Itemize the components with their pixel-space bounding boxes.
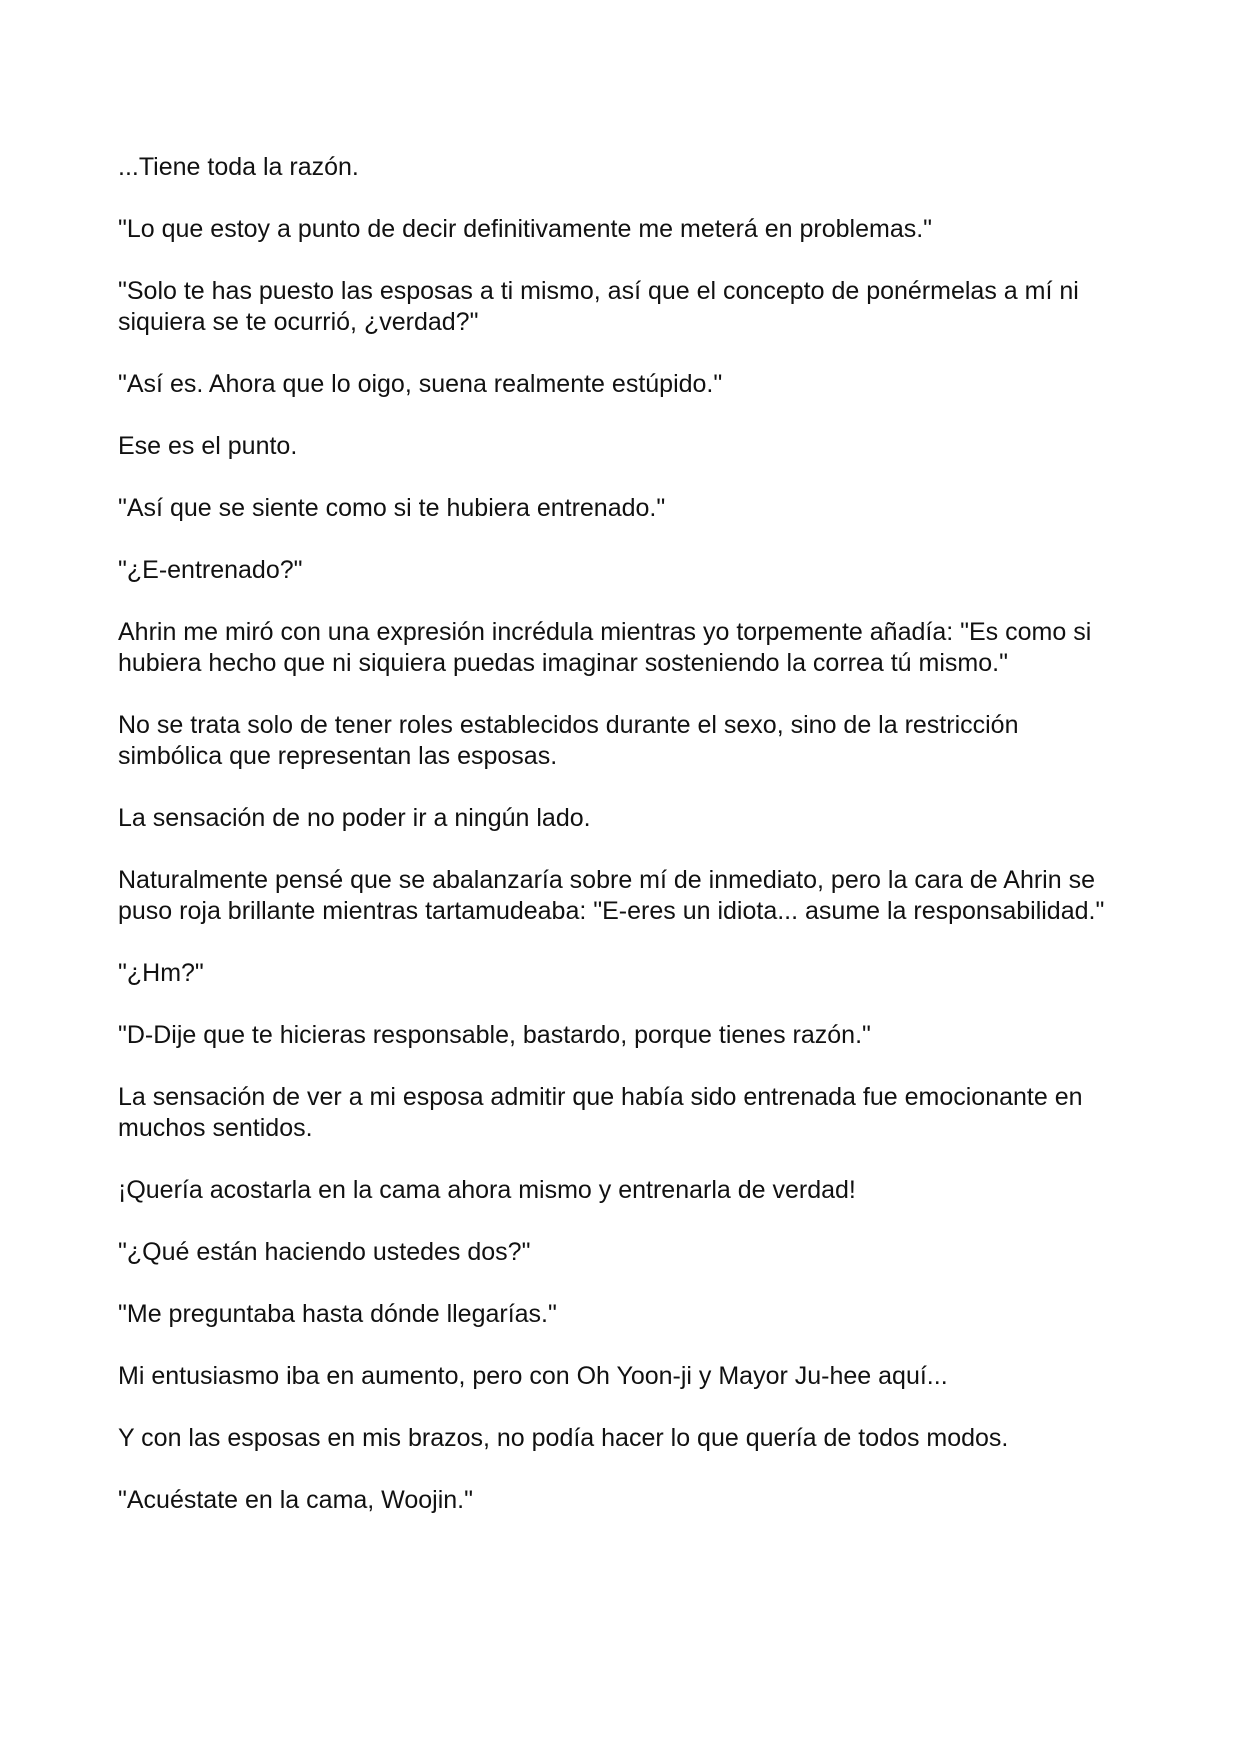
- paragraph: La sensación de ver a mi esposa admitir que había sido entrenada fue emocionante en muchos sentidos.: [118, 1083, 1083, 1142]
- document-body: [118, 152, 1128, 1547]
- paragraph: Ese es el punto.: [118, 432, 298, 460]
- paragraph: Naturalmente pensé que se abalanzaría sobre mí de inmediato, pero la cara de Ahrin se puso roja brillante mientras tartamudeaba: "E-eres un idiota... asume la responsabilidad.": [118, 866, 1105, 925]
- paragraph: "¿Hm?": [118, 959, 204, 987]
- paragraph: "Lo que estoy a punto de decir definitivamente me meterá en problemas.": [118, 215, 933, 243]
- paragraph: "Acuéstate en la cama, Woojin.": [118, 1486, 473, 1514]
- paragraph: "D-Dije que te hicieras responsable, bastardo, porque tienes razón.": [118, 1021, 871, 1049]
- paragraph: "Así que se siente como si te hubiera entrenado.": [118, 494, 666, 522]
- paragraph: "Solo te has puesto las esposas a ti mismo, así que el concepto de ponérmelas a mí ni siquiera se te ocurrió, ¿verdad?": [118, 277, 1079, 336]
- paragraph: Y con las esposas en mis brazos, no podía hacer lo que quería de todos modos.: [118, 1424, 1009, 1452]
- paragraph: "¿Qué están haciendo ustedes dos?": [118, 1238, 531, 1266]
- paragraph: ...Tiene toda la razón.: [118, 153, 359, 181]
- paragraph: "Me preguntaba hasta dónde llegarías.": [118, 1300, 557, 1328]
- paragraph: "Así es. Ahora que lo oigo, suena realmente estúpido.": [118, 370, 723, 398]
- paragraph: ¡Quería acostarla en la cama ahora mismo y entrenarla de verdad!: [118, 1176, 856, 1204]
- paragraph: No se trata solo de tener roles establecidos durante el sexo, sino de la restricción simbólica que representan las esposas.: [118, 711, 1019, 770]
- paragraph: Mi entusiasmo iba en aumento, pero con Oh Yoon-ji y Mayor Ju-hee aquí...: [118, 1362, 948, 1390]
- paragraph: "¿E-entrenado?": [118, 556, 303, 584]
- paragraph: Ahrin me miró con una expresión incrédula mientras yo torpemente añadía: "Es como si hubiera hecho que ni siquiera puedas imaginar sosteniendo la correa tú mismo.": [118, 618, 1092, 677]
- paragraph: La sensación de no poder ir a ningún lado.: [118, 804, 591, 832]
